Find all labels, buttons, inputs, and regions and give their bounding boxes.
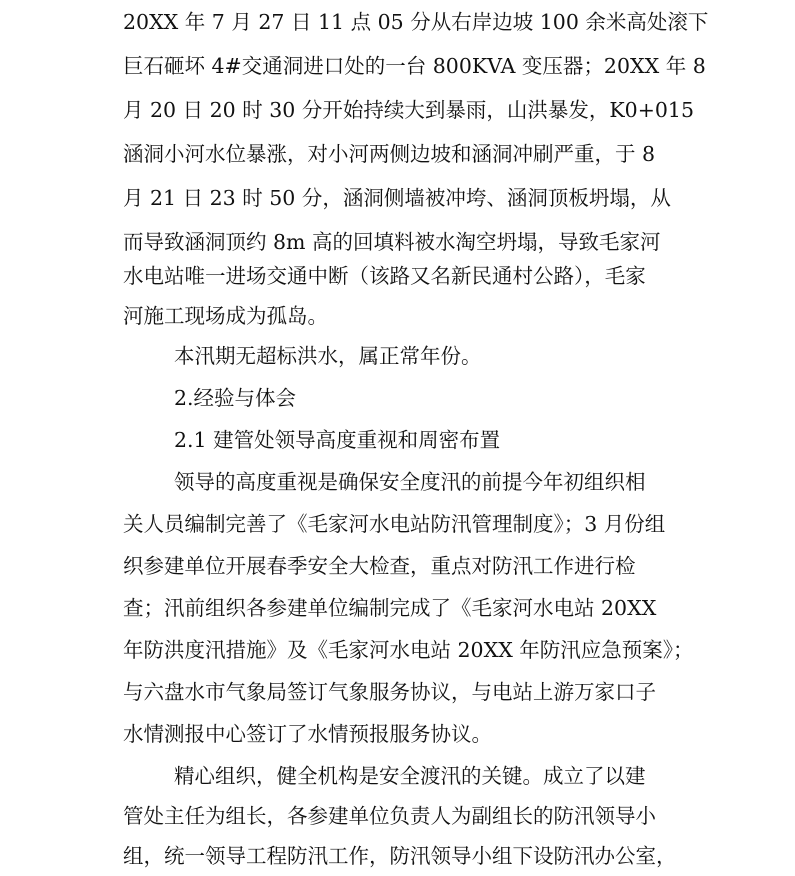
paragraph-3-line: 年防洪度汛措施》及《毛家河水电站 20XX 年防汛应急预案》；: [123, 638, 694, 662]
paragraph-1-line: 巨石砸坏 4#交通洞进口处的一台 800KVA 变压器；20XX 年 8: [123, 54, 706, 78]
paragraph-2: 本汛期无超标洪水，属正常年份。: [174, 344, 482, 368]
paragraph-3-line: 领导的高度重视是确保安全度汛的前提今年初组织相: [174, 470, 646, 494]
paragraph-1-line: 河施工现场成为孤岛。: [123, 304, 328, 328]
paragraph-3-line: 水情测报中心签订了水情预报服务协议。: [123, 722, 492, 746]
paragraph-1-line: 而导致涵洞顶约 8m 高的回填料被水淘空坍塌，导致毛家河: [123, 230, 661, 254]
paragraph-3-line: 与六盘水市气象局签订气象服务协议，与电站上游万家口子: [123, 680, 656, 704]
paragraph-1-line: 涵洞小河水位暴涨，对小河两侧边坡和涵洞冲刷严重，于 8: [123, 142, 656, 166]
paragraph-1-line: 水电站唯一进场交通中断（该路又名新民通村公路），毛家: [123, 264, 646, 288]
paragraph-3-line: 查；汛前组织各参建单位编制完成了《毛家河水电站 20XX: [123, 596, 657, 620]
paragraph-3-line: 织参建单位开展春季安全大检查，重点对防汛工作进行检: [123, 554, 636, 578]
paragraph-4-line: 精心组织，健全机构是安全渡汛的关键。成立了以建: [174, 764, 646, 788]
subsection-heading: 2.1 建管处领导高度重视和周密布置: [174, 428, 501, 452]
paragraph-1-line: 20XX 年 7 月 27 日 11 点 05 分从右岸边坡 100 余米高处滚下: [123, 10, 709, 34]
paragraph-3-line: 关人员编制完善了《毛家河水电站防汛管理制度》；3 月份组: [123, 512, 666, 536]
paragraph-4-line: 组，统一领导工程防汛工作，防汛领导小组下设防汛办公室，: [123, 844, 677, 868]
section-heading: 2.经验与体会: [174, 386, 297, 410]
paragraph-1-line: 月 21 日 23 时 50 分，涵洞侧墙被冲垮、涵洞顶板坍塌，从: [123, 186, 671, 210]
paragraph-4-line: 管处主任为组长，各参建单位负责人为副组长的防汛领导小: [123, 804, 656, 828]
paragraph-1-line: 月 20 日 20 时 30 分开始持续大到暴雨，山洪暴发，K0+015: [123, 98, 695, 122]
